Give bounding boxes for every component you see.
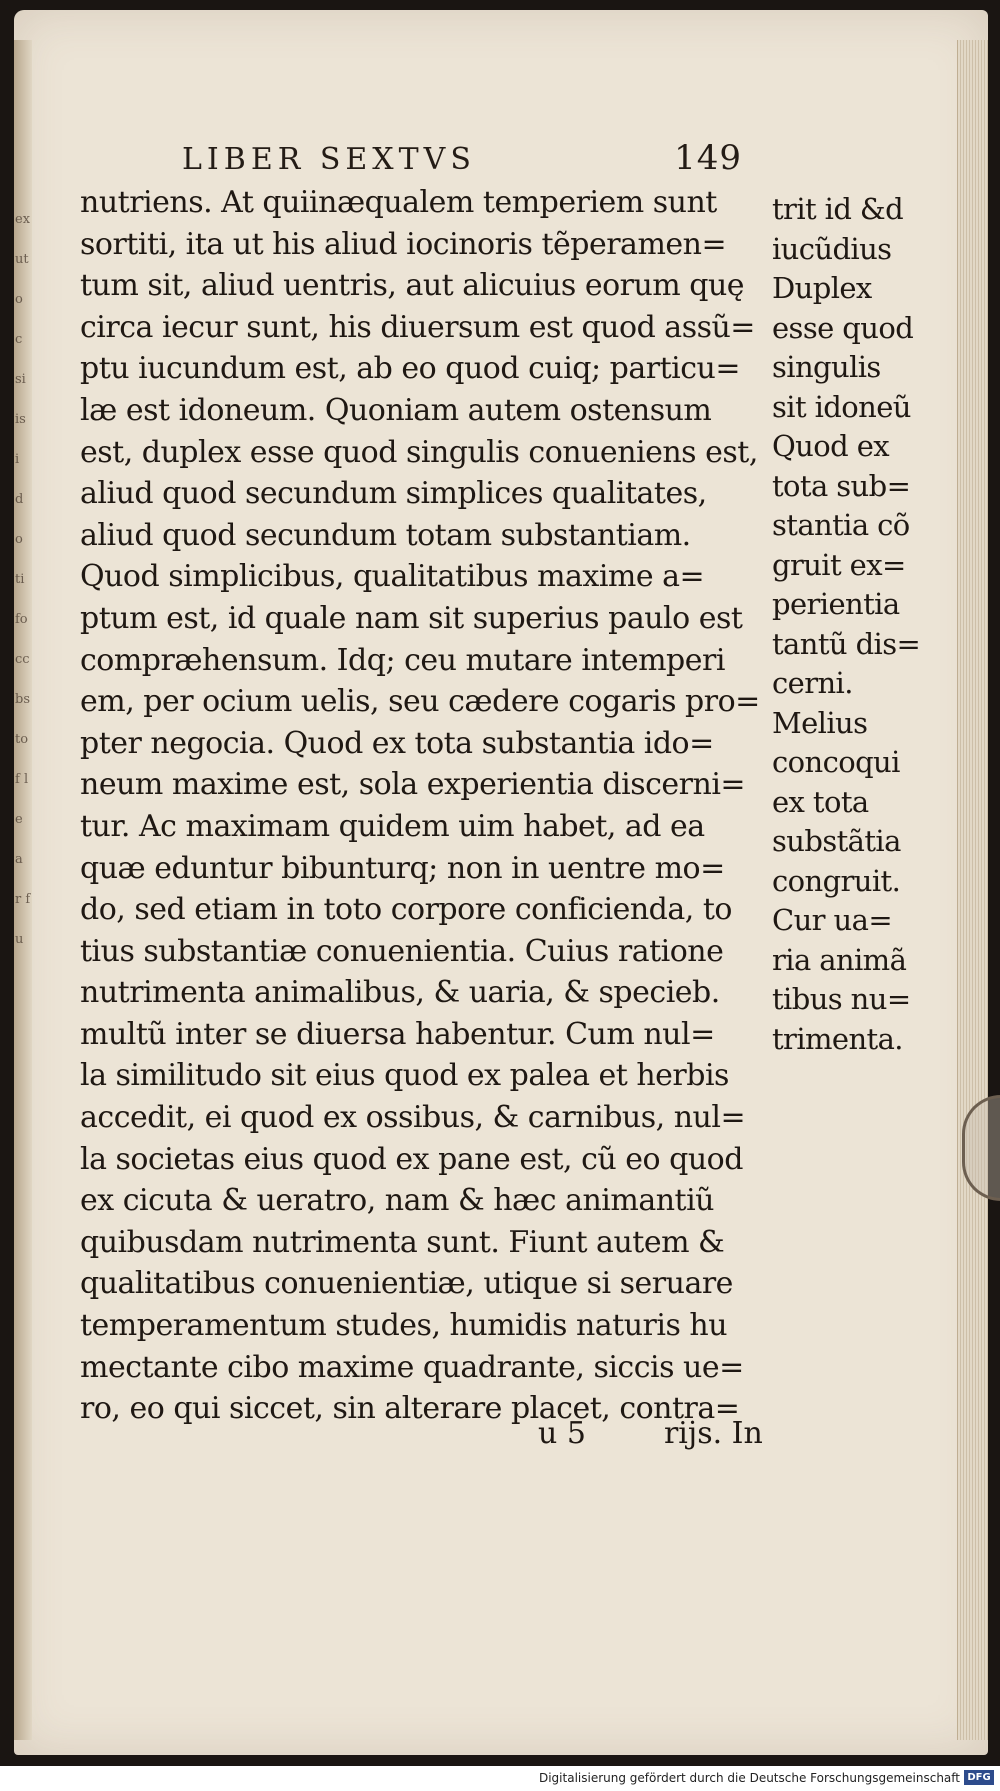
- text-line: sortiti, ita ut his aliud iocinoris tẽperamen=: [80, 226, 727, 262]
- margin-note-line: congruit.: [772, 863, 901, 898]
- margin-note-line: ex tota: [772, 784, 869, 819]
- footer-bar: [0, 1766, 1000, 1791]
- margin-note-line: Duplex: [772, 271, 872, 305]
- margin-note-line: trimenta.: [772, 1021, 903, 1056]
- marginal-notes-column: [772, 190, 932, 1059]
- margin-note-line: substãtia: [772, 824, 901, 858]
- signature-mark: u 5: [538, 1416, 586, 1451]
- text-line: mectante cibo maxime quadrante, siccis ue=: [80, 1349, 744, 1385]
- page-stack-edge: [957, 40, 988, 1740]
- text-line: do, sed etiam in toto corpore conficienda, to: [80, 892, 732, 928]
- margin-note-line: perientia: [772, 587, 900, 621]
- running-head: LIBER SEXTVS: [182, 142, 476, 177]
- text-line: ptum est, id quale nam sit superius paulo est: [80, 600, 743, 636]
- text-line: la societas eius quod ex pane est, cũ eo quod: [80, 1141, 743, 1177]
- text-line: quæ eduntur bibunturq; non in uentre mo=: [80, 850, 725, 886]
- margin-note-line: singulis: [772, 350, 881, 384]
- text-line: Quod simplicibus, qualitatibus maxime a=: [80, 559, 705, 595]
- margin-note-line: sit idoneũ: [772, 389, 911, 424]
- text-line: nutriens. At quiinæqualem temperiem sunt: [80, 185, 717, 220]
- text-line: qualitatibus conuenientiæ, utique si seruare: [80, 1266, 733, 1302]
- text-line: multũ inter se diuersa habentur. Cum nul=: [80, 1016, 715, 1052]
- margin-note-line: cerni.: [772, 666, 853, 700]
- text-line: circa iecur sunt, his diuersum est quod assũ=: [80, 309, 755, 345]
- facing-page-edge: [14, 40, 35, 1740]
- margin-note-line: esse quod: [772, 310, 914, 345]
- text-line: la similitudo sit eius quod ex palea et herbis: [80, 1058, 729, 1094]
- text-line: aliud quod secundum simplices qualitates,: [80, 476, 707, 512]
- folio-number: 149: [674, 138, 742, 178]
- text-line: neum maxime est, sola experientia discerni=: [80, 767, 746, 803]
- text-line: tum sit, aliud uentris, aut alicuius eorum quę: [80, 268, 745, 304]
- margin-note-line: iucũdius: [772, 231, 892, 266]
- text-line: nutrimenta animalibus, & uaria, & specieb.: [80, 975, 720, 1011]
- margin-note-line: tantũ dis=: [772, 626, 921, 661]
- text-line: læ est idoneum. Quoniam autem ostensum: [80, 392, 712, 428]
- page-header: [182, 138, 742, 178]
- text-line: ex cicuta & ueratro, nam & hæc animantiũ: [80, 1183, 714, 1219]
- text-line: tius substantiæ conuenientia. Cuius ratione: [80, 933, 724, 969]
- margin-note-line: concoqui: [772, 745, 900, 779]
- margin-note-line: tota sub=: [772, 468, 911, 503]
- margin-note-line: Melius: [772, 705, 868, 740]
- margin-note-line: trit id &d: [772, 192, 904, 226]
- funding-note: Digitalisierung gefördert durch die Deutsche Forschungsgemeinschaft: [538, 1771, 960, 1785]
- text-line: est, duplex esse quod singulis conueniens est,: [80, 434, 758, 470]
- text-line: compræhensum. Idq; ceu mutare intemperi: [80, 642, 725, 678]
- margin-note-line: Quod ex: [772, 429, 890, 463]
- facing-page-text: ex ut o c si is i d o ti fo cc bs to f l e a r fu: [15, 212, 35, 947]
- margin-note-line: Cur ua=: [772, 903, 893, 937]
- text-line: pter negocia. Quod ex tota substantia ido=: [80, 725, 714, 761]
- signature-line: [538, 1416, 778, 1451]
- dfg-logo: DFG: [964, 1770, 994, 1785]
- text-line: quibusdam nutrimenta sunt. Fiunt autem &: [80, 1224, 725, 1260]
- text-line: aliud quod secundum totam substantiam.: [80, 517, 691, 553]
- text-line: accedit, ei quod ex ossibus, & carnibus, nul=: [80, 1100, 746, 1136]
- text-line: temperamentum studes, humidis naturis hu: [80, 1308, 728, 1344]
- book-page: [14, 10, 988, 1755]
- margin-note-line: ria animã: [772, 942, 907, 977]
- text-line: em, per ocium uelis, seu cædere cogaris pro=: [80, 684, 760, 720]
- text-line: ptu iucundum est, ab eo quod cuiq; particu=: [80, 351, 740, 387]
- text-line: ro, eo qui siccet, sin alterare placet, contra=: [80, 1391, 740, 1427]
- text-line: tur. Ac maximam quidem uim habet, ad ea: [80, 808, 705, 844]
- main-text-column: [80, 182, 776, 1430]
- catchword: rijs. In: [663, 1416, 763, 1451]
- margin-note-line: stantia cõ: [772, 508, 910, 542]
- margin-note-line: gruit ex=: [772, 547, 906, 582]
- margin-note-line: tibus nu=: [772, 982, 911, 1016]
